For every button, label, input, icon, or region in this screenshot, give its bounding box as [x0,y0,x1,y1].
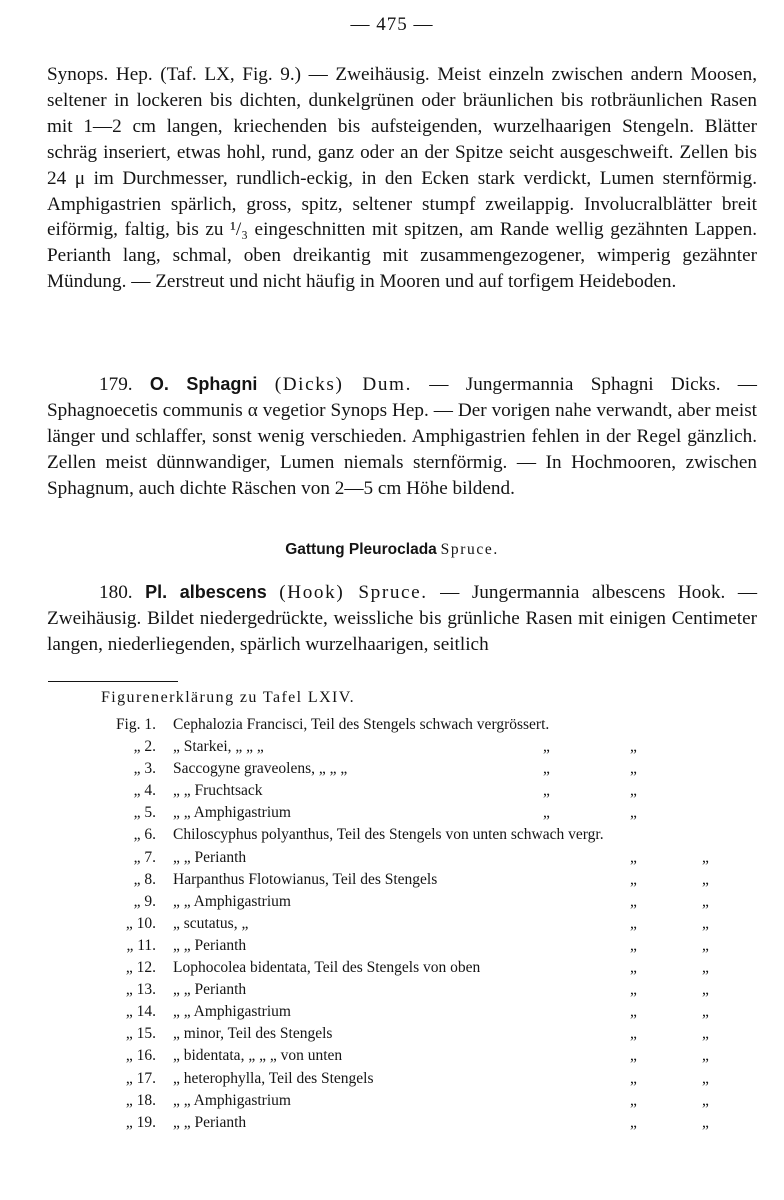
ditto-mark: „ [630,1047,637,1065]
ditto-mark: „ [630,782,637,800]
species-entry-180 [47,580,757,658]
ditto-mark: „ [702,892,709,910]
figure-legend-row [100,957,740,979]
figure-description: „ „ Perianth [173,848,247,866]
ditto-mark: „ [630,1069,637,1087]
ditto-mark: „ [543,738,550,756]
species-text: — Jungermannia Sphagni Dicks. — Sphagnoecetis communis α vegetior Synops Hep. — Der vorigen nahe verwandt, aber meist länger und schlaffer, sonst wenig verschieden. Amphigastrien fehlen in der Regel gänzlich. Zellen meist dünnwandiger, Lumen niemals sternförmig. — In Hochmooren, zwischen Sphagnum, auch dichte Räschen von 2—5 cm Höhe bildend. [47,374,757,499]
figure-legend-row [100,802,740,824]
figure-number: „ 4. [133,782,156,800]
figure-legend-row [100,979,740,1001]
species-number: 179. [99,374,133,395]
figure-legend-row [100,780,740,802]
ditto-mark: „ [630,848,637,866]
ditto-mark: „ [702,848,709,866]
genus-author: Spruce. [440,541,499,558]
figure-description: „ „ Amphigastrium [173,1003,291,1021]
figure-description: „ „ Perianth [173,1113,247,1131]
ditto-mark: „ [702,870,709,888]
figure-legend-row [100,1001,740,1023]
figure-description: „ bidentata, „ „ „ von unten [173,1047,343,1065]
species-paragraph [47,372,757,502]
figure-description: „ „ Perianth [173,936,247,954]
figure-legend-row [100,1090,740,1112]
ditto-mark: „ [543,804,550,822]
figure-number: „ 12. [125,959,156,977]
figure-legend-row [100,824,740,846]
figure-number: „ 7. [133,848,156,866]
species-number: 180. [99,582,133,603]
figure-description: „ heterophylla, Teil des Stengels [173,1069,374,1087]
ditto-mark: „ [630,804,637,822]
ditto-mark: „ [702,1025,709,1043]
figure-number: „ 16. [125,1047,156,1065]
figure-legend-list [100,714,740,1134]
figure-legend-row [100,714,740,736]
figure-legend-row [100,1068,740,1090]
figure-number: „ 18. [125,1091,156,1109]
figure-legend-row [100,758,740,780]
figure-number: „ 14. [125,1003,156,1021]
ditto-mark: „ [543,760,550,778]
ditto-mark: „ [630,936,637,954]
figure-description: „ „ Amphigastrium [173,1091,291,1109]
ditto-mark: „ [702,959,709,977]
figure-legend-row [100,891,740,913]
figure-legend-row [100,913,740,935]
ditto-mark: „ [702,1047,709,1065]
species-description-continued [47,62,757,295]
figure-description: Chiloscyphus polyanthus, Teil des Stengels von unten schwach vergr. [173,826,604,844]
ditto-mark: „ [630,760,637,778]
figure-description: „ „ Amphigastrium [173,804,291,822]
figure-number: „ 8. [133,870,156,888]
ditto-mark: „ [630,892,637,910]
figure-description: „ „ Amphigastrium [173,892,291,910]
figure-number: „ 10. [125,914,156,932]
ditto-mark: „ [630,981,637,999]
species-name: Pl. albescens [145,582,267,602]
figure-description: Harpanthus Flotowianus, Teil des Stengels [173,870,438,888]
figure-number: „ 19. [125,1113,156,1131]
figure-number: „ 13. [125,981,156,999]
species-author: (Hook) Spruce. [279,582,428,603]
figure-number: „ 2. [133,738,156,756]
species-paragraph [47,580,757,658]
figure-legend-row [100,736,740,758]
figure-number: „ 3. [133,760,156,778]
figure-description: „ minor, Teil des Stengels [173,1025,333,1043]
ditto-mark: „ [630,914,637,932]
species-author: (Dicks) Dum. [274,374,412,395]
ditto-mark: „ [630,738,637,756]
ditto-mark: „ [702,1069,709,1087]
figure-number: „ 9. [133,892,156,910]
ditto-mark: „ [630,870,637,888]
footnote-divider [48,681,178,682]
figure-legend-row [100,869,740,891]
ditto-mark: „ [543,782,550,800]
paragraph-text: Synops. Hep. (Taf. LX, Fig. 9.) — Zweihäusig. Meist einzeln zwischen andern Moosen, seltener in lockeren bis dichten, dunkelgrünen oder bräunlichen bis rotbräunlichen Rasen mit 1—2 cm langen, kriechenden bis aufsteigenden, wurzelhaarigen Stengeln. Blätter schräg inseriert, etwas hohl, rund, ganz oder an der Spitze seicht ausgeschweift. Zellen bis 24 μ im Durchmesser, rundlich-eckig, in den Ecken stark verdickt, Lumen sternförmig. Amphigastrien spärlich, gross, spitz, seltener stumpf zweilappig. Involucralblätter breit eiförmig, faltig, bis zu ¹/₃ eingeschnitten mit spitzen, am Rande wellig gezähnten Lappen. Perianth lang, schmal, oben dreikantig mit zusammengezogener, wimperig gezähnter Mündung. — Zerstreut und nicht häufig in Mooren und auf torfigem Heideboden. [47,64,757,293]
figure-description: Saccogyne graveolens, „ „ „ [173,760,348,778]
figure-description: Lophocolea bidentata, Teil des Stengels von oben [173,959,481,977]
ditto-mark: „ [702,914,709,932]
figure-description: „ „ Fruchtsack [173,782,263,800]
figure-legend-heading: Figurenerklärung zu Tafel LXIV. [101,689,356,706]
ditto-mark: „ [630,1113,637,1131]
figure-number: Fig. 1. [115,716,156,733]
species-name: O. Sphagni [149,374,258,394]
figure-legend-row [100,1023,740,1045]
ditto-mark: „ [630,959,637,977]
figure-description: „ scutatus, „ [173,914,249,932]
figure-number: „ 17. [125,1069,156,1087]
ditto-mark: „ [702,1113,709,1131]
figure-description: Cephalozia Francisci, Teil des Stengels schwach vergrössert. [173,716,550,733]
figure-number: „ 11. [126,936,156,954]
ditto-mark: „ [630,1003,637,1021]
figure-legend-row [100,1112,740,1134]
figure-number: „ 15. [125,1025,156,1043]
page-number: — 475 — [350,14,434,35]
figure-legend-row [100,935,740,957]
figure-number: „ 5. [133,804,156,822]
figure-legend-row [100,847,740,869]
genus-heading [0,541,784,559]
ditto-mark: „ [702,936,709,954]
ditto-mark: „ [702,1091,709,1109]
figure-description: „ „ Perianth [173,981,247,999]
figure-legend-row [100,1045,740,1067]
species-entry-179 [47,372,757,502]
ditto-mark: „ [630,1025,637,1043]
species-text: — Jungermannia albescens Hook. — Zweihäusig. Bildet niedergedrückte, weissliche bis grünliche Rasen mit einigen Centimeter langen, niederliegenden, spärlich wurzelhaarigen, seitlich [47,582,758,655]
genus-label: Gattung Pleuroclada [285,541,437,558]
ditto-mark: „ [630,1091,637,1109]
ditto-mark: „ [702,981,709,999]
figure-number: „ 6. [133,826,156,844]
figure-description: „ Starkei, „ „ „ [173,738,264,756]
ditto-mark: „ [702,1003,709,1021]
